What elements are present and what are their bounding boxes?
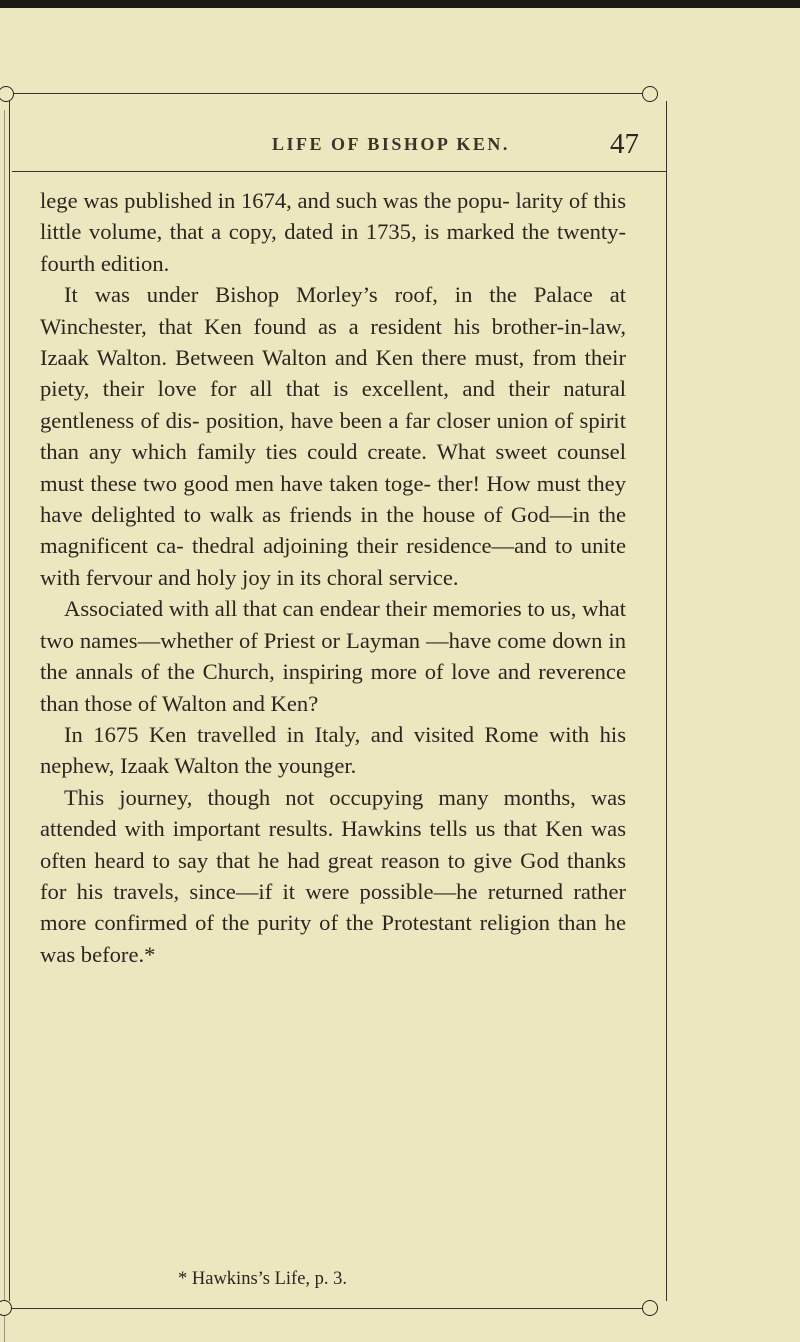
corner-ring-bottom-left — [0, 1300, 12, 1316]
frame-left-rule — [9, 101, 10, 1301]
paragraph: This journey, though not occupying many months, was attended with important results. Hawkins tells us that Ken was often heard to say that he had great reason to give God thanks for his travels, since—if it were possible—he returned rather more confirmed of the purity of the Protestant religion than he was before.* — [40, 784, 626, 967]
paragraph: It was under Bishop Morley’s roof, in the Palace at Winchester, that Ken found as a resident his brother-in-law, Izaak Walton. Between Walton and Ken there must, from their piety, their love for all that is excellent, and their natural gentleness of dis- position, have been a far closer union of spirit than any which family ties could create. What sweet counsel must these two good men have taken toge- ther! How must they have delighted to walk as friends in the house of God—in the magnificent ca- thedral adjoining their residence—and to unite with fervour and holy joy in its choral service. — [40, 282, 626, 590]
corner-ring-top-left — [0, 86, 14, 102]
header-underline-rule — [12, 171, 666, 172]
gutter-shadow-line — [4, 110, 5, 1342]
page-header — [0, 128, 800, 168]
corner-ring-top-right — [642, 86, 658, 102]
footnote: * Hawkins’s Life, p. 3. — [178, 1269, 348, 1289]
frame-right-rule — [666, 101, 667, 1301]
corner-ring-bottom-right — [642, 1300, 658, 1316]
running-title: LIFE OF BISHOP KEN. — [272, 134, 510, 154]
top-dark-border — [0, 0, 800, 8]
paragraph: lege was published in 1674, and such was the popu- larity of this little volume, that a copy, dated in 1735, is marked the twenty-fourth edition. — [40, 188, 626, 276]
paragraph: Associated with all that can endear their memories to us, what two names—whether of Priest or Layman —have come down in the annals of the Church, inspiring more of love and reverence than those of Walton and Ken? — [40, 596, 626, 716]
frame-top-rule — [12, 93, 642, 94]
page-number: 47 — [610, 128, 639, 160]
paragraph: In 1675 Ken travelled in Italy, and visited Rome with his nephew, Izaak Walton the younger. — [40, 721, 626, 779]
body-text — [40, 185, 626, 970]
frame-bottom-rule — [12, 1308, 642, 1309]
